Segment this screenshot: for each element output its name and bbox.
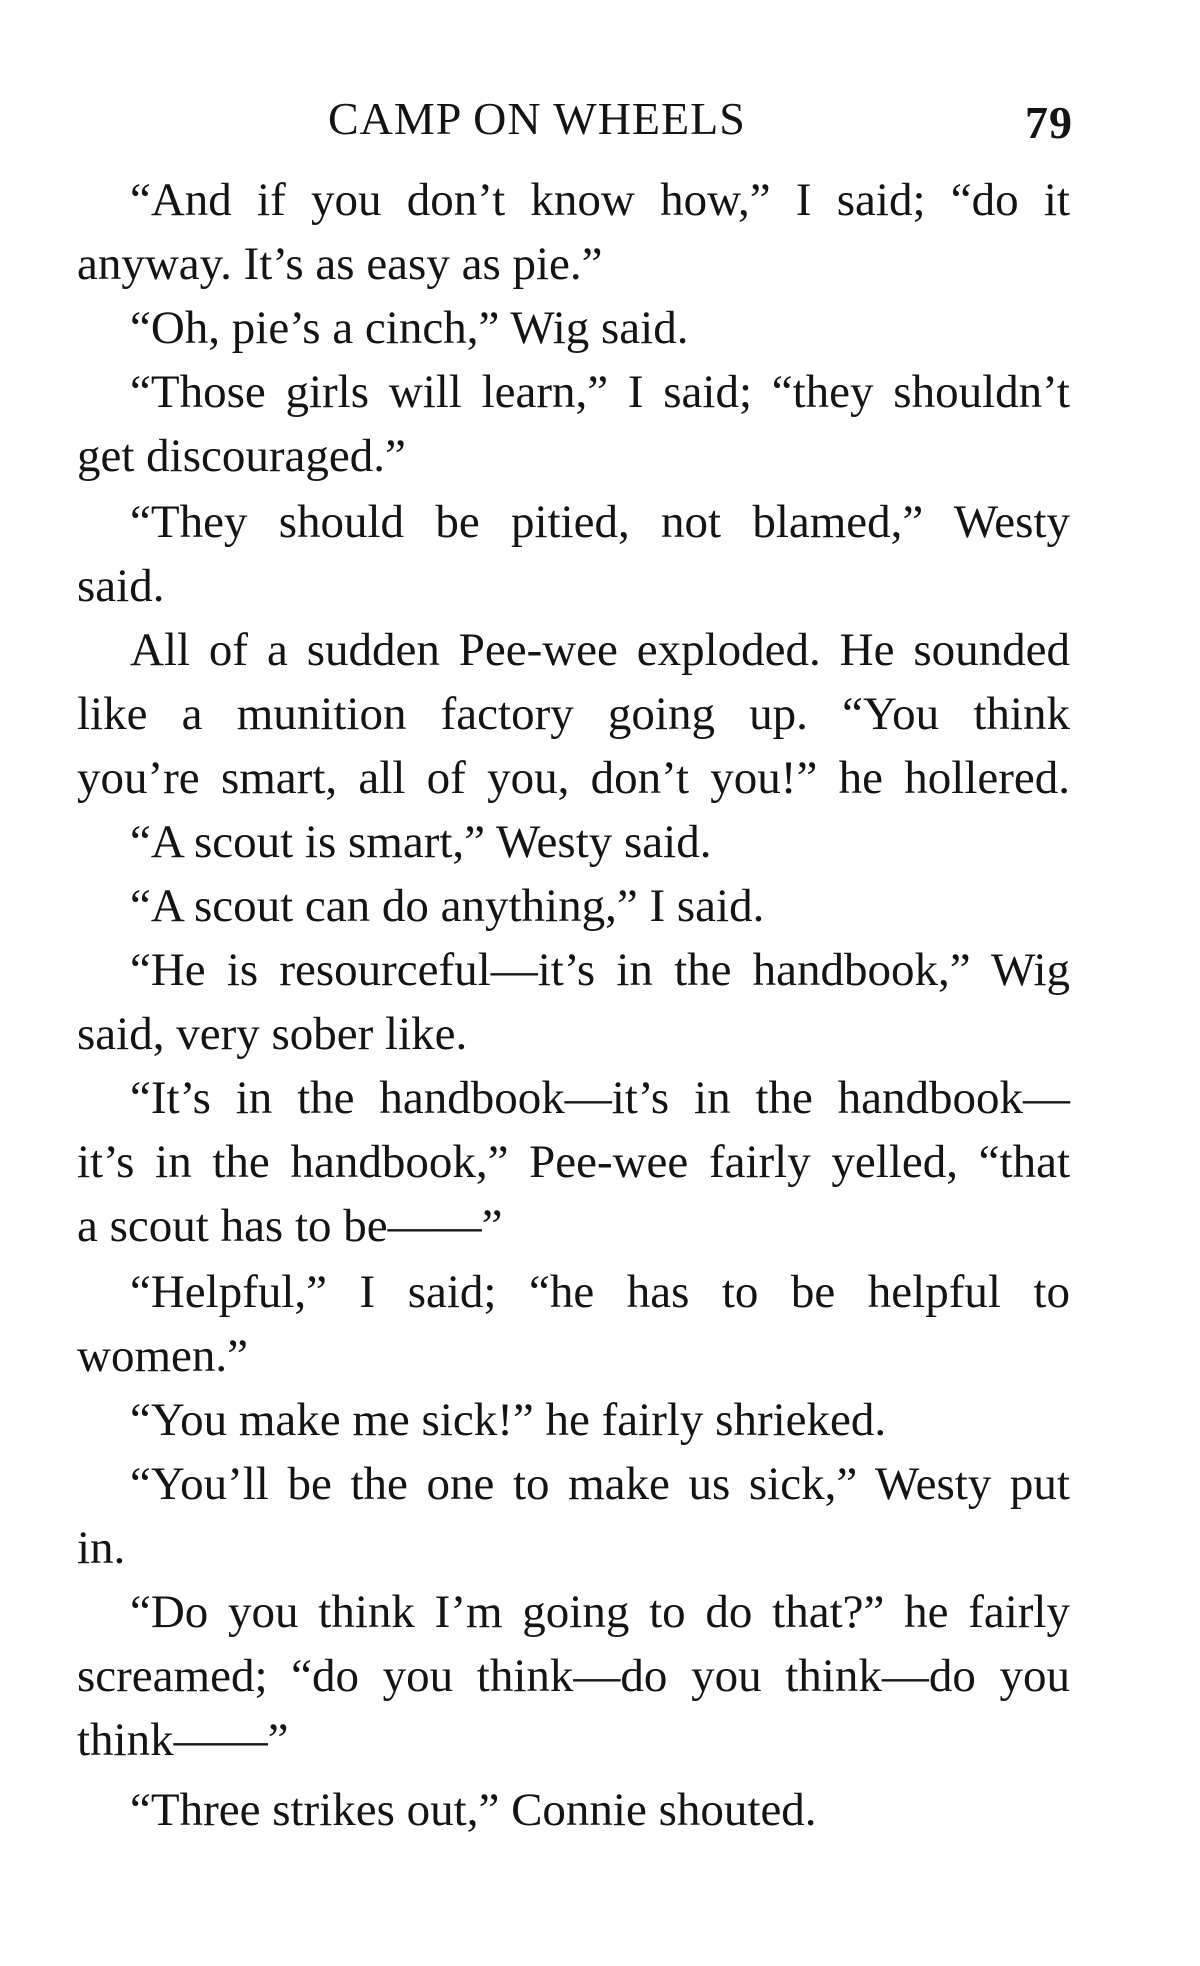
- line-text: “A scout can do anything,” I said.: [130, 880, 765, 932]
- line-text: it’s in the handbook,” Pee-wee fairly yelled, “that: [77, 1136, 1070, 1188]
- text-line: [0, 1452, 1200, 1516]
- line-text: “You make me sick!” he fairly shrieked.: [130, 1394, 887, 1446]
- text-line: [0, 1066, 1200, 1130]
- line-text: in.: [77, 1522, 126, 1574]
- text-line: [0, 168, 1200, 232]
- line-text: screamed; “do you think—do you think—do you: [77, 1650, 1070, 1702]
- line-text: “Three strikes out,” Connie shouted.: [130, 1784, 817, 1836]
- text-line: [0, 874, 1200, 938]
- line-text: “They should be pitied, not blamed,” Westy: [130, 496, 1070, 548]
- text-line: [0, 1644, 1200, 1708]
- text-line: [0, 1260, 1200, 1324]
- text-line: [0, 1388, 1200, 1452]
- text-line: [0, 1778, 1200, 1842]
- text-line: [0, 360, 1200, 424]
- text-line: [0, 1708, 1200, 1772]
- text-line: [0, 1130, 1200, 1194]
- line-text: anyway. It’s as easy as pie.”: [77, 238, 603, 290]
- text-line: [0, 554, 1200, 618]
- text-line: [0, 1002, 1200, 1066]
- running-title: CAMP ON WHEELS: [328, 93, 746, 144]
- text-line: [0, 1516, 1200, 1580]
- line-text: “Oh, pie’s a cinch,” Wig said.: [130, 302, 689, 354]
- text-line: [0, 1580, 1200, 1644]
- line-text: like a munition factory going up. “You think: [77, 688, 1070, 740]
- text-line: [0, 746, 1200, 810]
- line-text: think——”: [77, 1714, 289, 1766]
- line-text: get discouraged.”: [77, 430, 406, 482]
- line-text: women.”: [77, 1330, 248, 1382]
- text-line: [0, 490, 1200, 554]
- text-line: [0, 232, 1200, 296]
- line-text: “And if you don’t know how,” I said; “do it: [130, 174, 1070, 226]
- text-line: [0, 618, 1200, 682]
- line-text: “Do you think I’m going to do that?” he fairly: [130, 1586, 1070, 1638]
- line-text: a scout has to be——”: [77, 1200, 503, 1252]
- line-text: “He is resourceful—it’s in the handbook,” Wig: [130, 944, 1070, 996]
- line-text: “It’s in the handbook—it’s in the handbook—: [130, 1072, 1070, 1124]
- page-number: 79: [1025, 97, 1073, 148]
- text-line: [0, 682, 1200, 746]
- text-line: [0, 296, 1200, 360]
- line-text: said.: [77, 560, 165, 612]
- text-line: [0, 424, 1200, 488]
- line-text: “Those girls will learn,” I said; “they shouldn’t: [130, 366, 1070, 418]
- line-text: “A scout is smart,” Westy said.: [130, 816, 712, 868]
- text-line: [0, 810, 1200, 874]
- text-line: [0, 1324, 1200, 1388]
- line-text: “You’ll be the one to make us sick,” Westy put: [130, 1458, 1070, 1510]
- running-head: [0, 92, 1200, 152]
- line-text: you’re smart, all of you, don’t you!” he hollered.: [77, 752, 1070, 804]
- text-line: [0, 938, 1200, 1002]
- text-line: [0, 1194, 1200, 1258]
- line-text: “Helpful,” I said; “he has to be helpful to: [130, 1266, 1070, 1318]
- line-text: said, very sober like.: [77, 1008, 468, 1060]
- line-text: All of a sudden Pee-wee exploded. He sounded: [130, 624, 1070, 676]
